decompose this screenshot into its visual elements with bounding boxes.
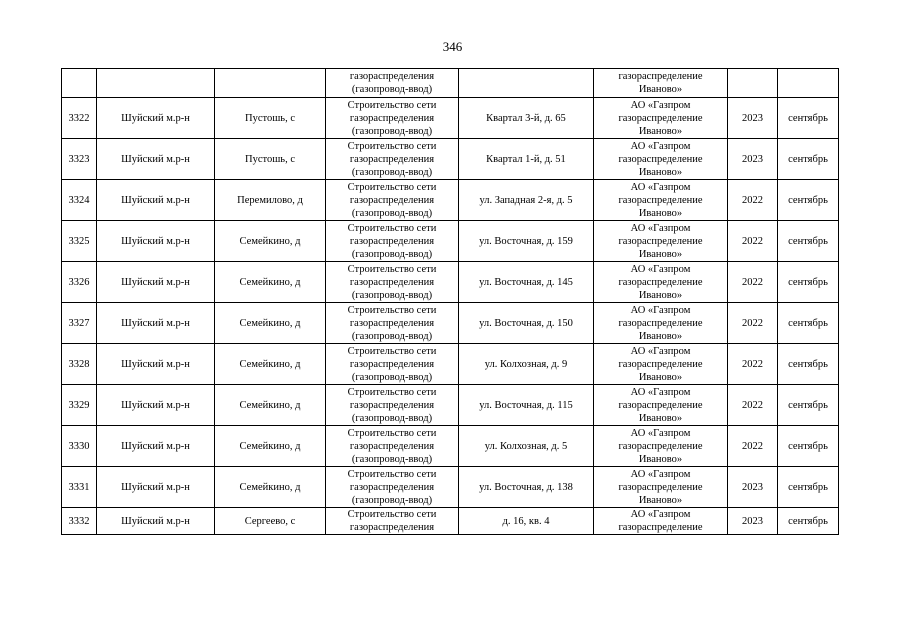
cell-month: сентябрь bbox=[778, 221, 839, 262]
cell-work-type-line: газораспределения bbox=[349, 153, 435, 165]
cell-organization bbox=[594, 262, 728, 303]
cell-locality: Семейкино, д bbox=[215, 467, 326, 508]
page-number: 346 bbox=[442, 39, 463, 54]
cell-work-type-line: (газопровод-ввод) bbox=[351, 84, 433, 95]
cell-year: 2022 bbox=[728, 262, 778, 303]
cell-organization-line: газораспределение bbox=[618, 235, 703, 247]
cell-month: сентябрь bbox=[778, 508, 839, 535]
cell-work-type-line: Строительство сети bbox=[347, 181, 437, 193]
cell-organization bbox=[594, 508, 728, 535]
cell-organization bbox=[594, 180, 728, 221]
cell-work-type-line: Строительство сети bbox=[347, 99, 437, 111]
cell-year: 2023 bbox=[728, 467, 778, 508]
cell-address bbox=[459, 69, 594, 98]
cell-work-type bbox=[326, 69, 459, 98]
cell-work-type bbox=[326, 180, 459, 221]
table-row bbox=[62, 139, 839, 180]
cell-number: 3324 bbox=[62, 180, 97, 221]
cell-work-type-line: (газопровод-ввод) bbox=[351, 371, 433, 383]
cell-work-type-line: Строительство сети bbox=[347, 345, 437, 357]
cell-organization-line: Иваново» bbox=[638, 207, 683, 219]
cell-organization-line: АО «Газпром bbox=[630, 345, 691, 357]
table-row bbox=[62, 344, 839, 385]
cell-address: ул. Восточная, д. 145 bbox=[459, 262, 594, 303]
cell-number: 3325 bbox=[62, 221, 97, 262]
cell-organization-line: АО «Газпром bbox=[630, 181, 691, 193]
cell-month: сентябрь bbox=[778, 262, 839, 303]
cell-work-type-line: Строительство сети bbox=[347, 304, 437, 316]
cell-organization bbox=[594, 221, 728, 262]
cell-work-type bbox=[326, 262, 459, 303]
cell-month: сентябрь bbox=[778, 426, 839, 467]
cell-address: ул. Восточная, д. 159 bbox=[459, 221, 594, 262]
cell-organization-line: АО «Газпром bbox=[630, 509, 691, 520]
cell-number: 3328 bbox=[62, 344, 97, 385]
table-row bbox=[62, 508, 839, 535]
cell-organization-line: газораспределение bbox=[618, 481, 703, 493]
cell-year: 2022 bbox=[728, 344, 778, 385]
cell-work-type-line: (газопровод-ввод) bbox=[351, 166, 433, 178]
cell-year: 2022 bbox=[728, 221, 778, 262]
cell-work-type-line: газораспределения bbox=[349, 71, 435, 82]
gas-distribution-table bbox=[61, 68, 839, 535]
cell-locality: Семейкино, д bbox=[215, 426, 326, 467]
cell-organization-line: газораспределение bbox=[618, 358, 703, 370]
cell-organization-line: АО «Газпром bbox=[630, 427, 691, 439]
cell-organization-line: газораспределение bbox=[618, 317, 703, 329]
cell-locality: Сергеево, с bbox=[215, 508, 326, 535]
cell-work-type bbox=[326, 344, 459, 385]
cell-organization-line: АО «Газпром bbox=[630, 140, 691, 152]
cell-locality: Пустошь, с bbox=[215, 98, 326, 139]
table-row bbox=[62, 98, 839, 139]
cell-organization bbox=[594, 344, 728, 385]
cell-number: 3322 bbox=[62, 98, 97, 139]
cell-work-type-line: Строительство сети bbox=[347, 386, 437, 398]
cell-work-type-line: Строительство сети bbox=[347, 263, 437, 275]
cell-work-type-line: газораспределения bbox=[349, 194, 435, 206]
cell-work-type-line: Строительство сети bbox=[347, 468, 437, 480]
cell-organization-line: АО «Газпром bbox=[630, 263, 691, 275]
cell-number: 3330 bbox=[62, 426, 97, 467]
cell-organization-line: Иваново» bbox=[638, 84, 683, 95]
cell-work-type-line: Строительство сети bbox=[347, 140, 437, 152]
cell-organization-line: газораспределение bbox=[618, 522, 703, 533]
cell-work-type-line: (газопровод-ввод) bbox=[351, 453, 433, 465]
cell-year: 2022 bbox=[728, 385, 778, 426]
cell-year: 2022 bbox=[728, 426, 778, 467]
cell-work-type bbox=[326, 303, 459, 344]
cell-organization bbox=[594, 385, 728, 426]
cell-month: сентябрь bbox=[778, 344, 839, 385]
cell-work-type-line: газораспределения bbox=[349, 440, 435, 452]
cell-organization bbox=[594, 303, 728, 344]
table-row bbox=[62, 221, 839, 262]
cell-year: 2022 bbox=[728, 303, 778, 344]
cell-organization-line: газораспределение bbox=[618, 194, 703, 206]
cell-work-type bbox=[326, 426, 459, 467]
table-row bbox=[62, 262, 839, 303]
cell-organization-line: Иваново» bbox=[638, 453, 683, 465]
cell-number bbox=[62, 69, 97, 98]
cell-organization-line: газораспределение bbox=[618, 153, 703, 165]
cell-organization-line: газораспределение bbox=[618, 399, 703, 411]
cell-organization bbox=[594, 139, 728, 180]
cell-organization-line: АО «Газпром bbox=[630, 386, 691, 398]
cell-month bbox=[778, 69, 839, 98]
cell-district: Шуйский м.р-н bbox=[97, 426, 215, 467]
cell-year: 2023 bbox=[728, 98, 778, 139]
cell-organization-line: Иваново» bbox=[638, 166, 683, 178]
cell-district: Шуйский м.р-н bbox=[97, 508, 215, 535]
cell-work-type bbox=[326, 385, 459, 426]
cell-organization-line: Иваново» bbox=[638, 289, 683, 301]
cell-month: сентябрь bbox=[778, 98, 839, 139]
cell-organization-line: газораспределение bbox=[618, 71, 703, 82]
cell-locality: Семейкино, д bbox=[215, 344, 326, 385]
cell-month: сентябрь bbox=[778, 139, 839, 180]
cell-address: ул. Восточная, д. 115 bbox=[459, 385, 594, 426]
cell-work-type-line: газораспределения bbox=[349, 235, 435, 247]
cell-work-type-line: газораспределения bbox=[349, 317, 435, 329]
cell-organization-line: Иваново» bbox=[638, 494, 683, 506]
cell-district: Шуйский м.р-н bbox=[97, 385, 215, 426]
cell-work-type-line: Строительство сети bbox=[347, 427, 437, 439]
cell-work-type-line: (газопровод-ввод) bbox=[351, 207, 433, 219]
cell-district: Шуйский м.р-н bbox=[97, 221, 215, 262]
cell-organization-line: Иваново» bbox=[638, 371, 683, 383]
cell-locality: Семейкино, д bbox=[215, 221, 326, 262]
cell-locality bbox=[215, 69, 326, 98]
cell-work-type-line: (газопровод-ввод) bbox=[351, 494, 433, 506]
cell-work-type-line: газораспределения bbox=[349, 276, 435, 288]
cell-district: Шуйский м.р-н bbox=[97, 180, 215, 221]
cell-work-type bbox=[326, 221, 459, 262]
cell-work-type-line: газораспределения bbox=[349, 481, 435, 493]
cell-district: Шуйский м.р-н bbox=[97, 139, 215, 180]
cell-month: сентябрь bbox=[778, 303, 839, 344]
cell-number: 3327 bbox=[62, 303, 97, 344]
cell-work-type-line: (газопровод-ввод) bbox=[351, 330, 433, 342]
cell-organization bbox=[594, 467, 728, 508]
cell-district: Шуйский м.р-н bbox=[97, 303, 215, 344]
cell-address: ул. Восточная, д. 138 bbox=[459, 467, 594, 508]
cell-locality: Семейкино, д bbox=[215, 303, 326, 344]
cell-district: Шуйский м.р-н bbox=[97, 98, 215, 139]
cell-work-type-line: (газопровод-ввод) bbox=[351, 125, 433, 137]
cell-work-type-line: газораспределения bbox=[349, 112, 435, 124]
cell-number: 3332 bbox=[62, 508, 97, 535]
cell-work-type-line: газораспределения bbox=[349, 399, 435, 411]
cell-work-type bbox=[326, 508, 459, 535]
cell-organization-line: Иваново» bbox=[638, 412, 683, 424]
cell-year bbox=[728, 69, 778, 98]
cell-work-type-line: (газопровод-ввод) bbox=[351, 289, 433, 301]
cell-organization-line: газораспределение bbox=[618, 440, 703, 452]
cell-month: сентябрь bbox=[778, 467, 839, 508]
cell-number: 3331 bbox=[62, 467, 97, 508]
cell-address: Квартал 1-й, д. 51 bbox=[459, 139, 594, 180]
cell-number: 3329 bbox=[62, 385, 97, 426]
cell-organization-line: газораспределение bbox=[618, 112, 703, 124]
cell-organization-line: АО «Газпром bbox=[630, 468, 691, 480]
cell-year: 2023 bbox=[728, 508, 778, 535]
cell-year: 2022 bbox=[728, 180, 778, 221]
cell-work-type bbox=[326, 467, 459, 508]
cell-work-type bbox=[326, 98, 459, 139]
cell-district bbox=[97, 69, 215, 98]
cell-work-type-line: газораспределения bbox=[349, 358, 435, 370]
cell-number: 3323 bbox=[62, 139, 97, 180]
table-row bbox=[62, 467, 839, 508]
cell-address: д. 16, кв. 4 bbox=[459, 508, 594, 535]
cell-work-type-line: (газопровод-ввод) bbox=[351, 248, 433, 260]
cell-work-type-line: Строительство сети bbox=[347, 222, 437, 234]
cell-organization-line: АО «Газпром bbox=[630, 99, 691, 111]
table-row bbox=[62, 385, 839, 426]
cell-address: Квартал 3-й, д. 65 bbox=[459, 98, 594, 139]
cell-locality: Пустошь, с bbox=[215, 139, 326, 180]
cell-organization-line: Иваново» bbox=[638, 248, 683, 260]
cell-work-type-line: газораспределения bbox=[349, 522, 435, 533]
cell-organization-line: Иваново» bbox=[638, 125, 683, 137]
cell-year: 2023 bbox=[728, 139, 778, 180]
table-row bbox=[62, 69, 839, 98]
cell-organization-line: АО «Газпром bbox=[630, 222, 691, 234]
table-row bbox=[62, 426, 839, 467]
cell-number: 3326 bbox=[62, 262, 97, 303]
cell-locality: Семейкино, д bbox=[215, 262, 326, 303]
cell-address: ул. Колхозная, д. 9 bbox=[459, 344, 594, 385]
table-row bbox=[62, 180, 839, 221]
cell-address: ул. Западная 2-я, д. 5 bbox=[459, 180, 594, 221]
table-row bbox=[62, 303, 839, 344]
cell-organization-line: газораспределение bbox=[618, 276, 703, 288]
cell-locality: Семейкино, д bbox=[215, 385, 326, 426]
cell-district: Шуйский м.р-н bbox=[97, 262, 215, 303]
cell-month: сентябрь bbox=[778, 180, 839, 221]
cell-work-type bbox=[326, 139, 459, 180]
cell-district: Шуйский м.р-н bbox=[97, 467, 215, 508]
cell-organization bbox=[594, 69, 728, 98]
cell-work-type-line: Строительство сети bbox=[347, 509, 437, 520]
cell-organization-line: Иваново» bbox=[638, 330, 683, 342]
cell-address: ул. Восточная, д. 150 bbox=[459, 303, 594, 344]
cell-organization-line: АО «Газпром bbox=[630, 304, 691, 316]
cell-work-type-line: (газопровод-ввод) bbox=[351, 412, 433, 424]
cell-month: сентябрь bbox=[778, 385, 839, 426]
table-body bbox=[62, 69, 839, 535]
cell-organization bbox=[594, 426, 728, 467]
cell-organization bbox=[594, 98, 728, 139]
cell-locality: Перемилово, д bbox=[215, 180, 326, 221]
cell-address: ул. Колхозная, д. 5 bbox=[459, 426, 594, 467]
cell-district: Шуйский м.р-н bbox=[97, 344, 215, 385]
